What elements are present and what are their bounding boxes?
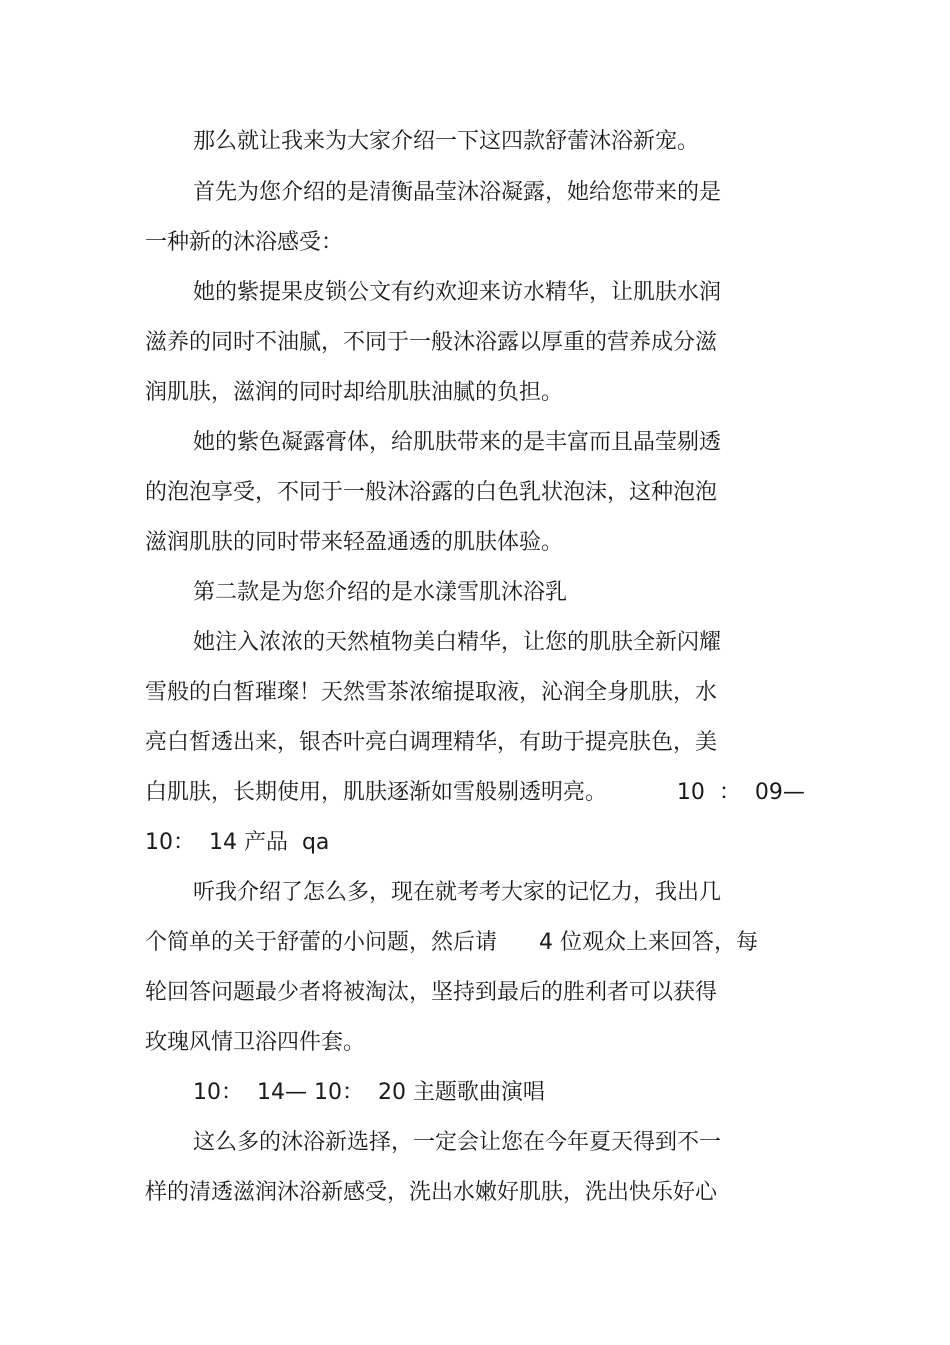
paragraph-line: 雪般的白皙璀璨！天然雪茶浓缩提取液，沁润全身肌肤，水 <box>145 680 718 705</box>
paragraph-line: 润肌肤，滋润的同时却给肌肤油腻的负担。 <box>145 380 564 405</box>
paragraph-line: 亮白皙透出来，银杏叶亮白调理精华，有助于提亮肤色，美 <box>145 730 718 755</box>
paragraph-line: 她的紫色凝露膏体，给肌肤带来的是丰富而且晶莹剔透 <box>193 430 722 455</box>
paragraph-line: 样的清透滋润沐浴新感受，洗出水嫩好肌肤，洗出快乐好心 <box>145 1180 718 1205</box>
paragraph-line: 玫瑰风情卫浴四件套。 <box>145 1030 366 1055</box>
paragraph-line: 的泡泡享受，不同于一般沐浴露的白色乳状泡沫，这种泡泡 <box>145 480 718 505</box>
paragraph-line: 白肌肤，长期使用，肌肤逐渐如雪般剔透明亮。 10 ： 09— <box>145 780 805 805</box>
paragraph-line: 听我介绍了怎么多，现在就考考大家的记忆力，我出几 <box>193 880 722 905</box>
paragraph-line: 这么多的沐浴新选择，一定会让您在今年夏天得到不一 <box>193 1130 722 1155</box>
paragraph-line: 她的紫提果皮锁公文有约欢迎来访水精华，让肌肤水润 <box>193 280 722 305</box>
paragraph-line: 那么就让我来为大家介绍一下这四款舒蕾沐浴新宠。 <box>193 129 700 154</box>
paragraph-line: 10： 14— 10： 20 主题歌曲演唱 <box>193 1080 545 1105</box>
paragraph-line: 她注入浓浓的天然植物美白精华，让您的肌肤全新闪耀 <box>193 630 722 655</box>
paragraph-line: 首先为您介绍的是清衡晶莹沐浴凝露，她给您带来的是 <box>193 180 722 205</box>
paragraph-line: 滋养的同时不油腻，不同于一般沐浴露以厚重的营养成分滋 <box>145 330 718 355</box>
paragraph-line: 滋润肌肤的同时带来轻盈通透的肌肤体验。 <box>145 530 564 555</box>
paragraph-line: 第二款是为您介绍的是水漾雪肌沐浴乳 <box>193 580 568 605</box>
paragraph-line: 10： 14 产品 qa <box>145 830 330 855</box>
paragraph-line: 一种新的沐浴感受： <box>145 230 344 255</box>
paragraph-line: 个简单的关于舒蕾的小问题，然后请 4 位观众上来回答，每 <box>145 930 758 955</box>
paragraph-line: 轮回答问题最少者将被淘汰，坚持到最后的胜利者可以获得 <box>145 980 718 1005</box>
